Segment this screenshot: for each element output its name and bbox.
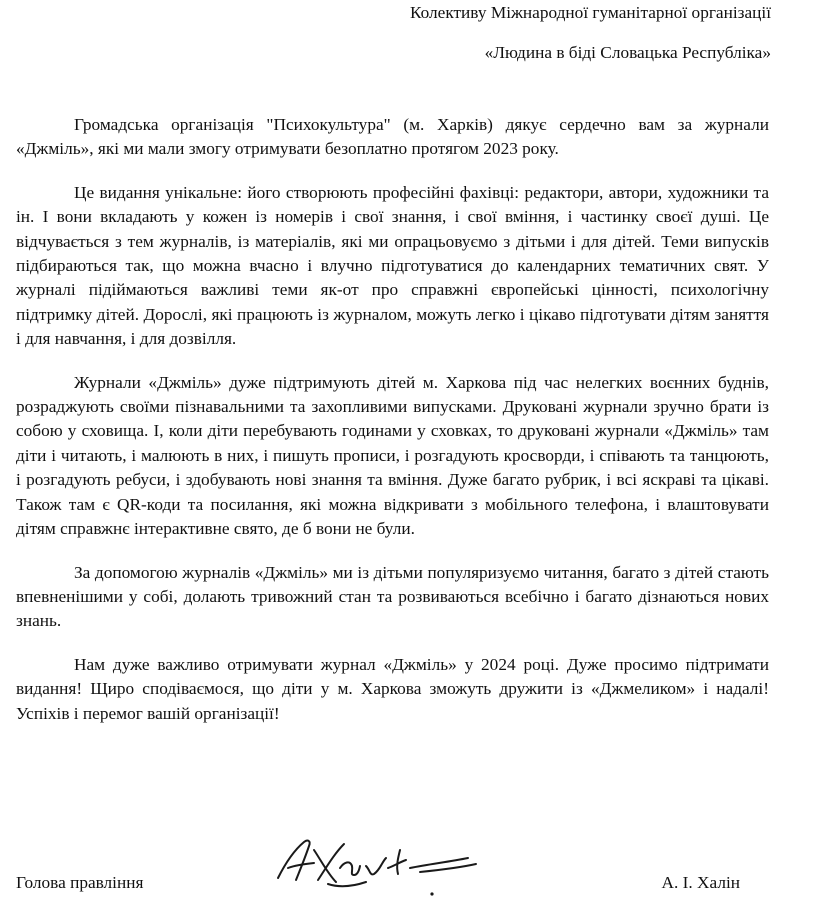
signatory-name: А. І. Халін: [661, 873, 740, 892]
signatory-position: Голова правління: [16, 873, 144, 892]
handwritten-signature: [270, 822, 485, 900]
paragraph-reading-popularization: За допомогою журналів «Джміль» ми із дітьми популяризуємо читання, багато з дітей стають впевненішими у собі, долають тривожний стан та розвиваються всебічно і багато дізнаються нових знань.: [16, 562, 769, 631]
paragraph-unique-edition: Це видання унікальне: його створюють професійні фахівці: редактори, автори, художники та ін. І вони вкладають у кожен із номерів і свої знання, і свої вміння, і частинку своєї душі. Це відчувається з тем журналів, із матеріалів, які ми опрацьовуємо з дітьми і для дітей. Теми випусків підбираються так, що можна вчасно і влучно підготуватися до календарних тематичних свят. У журналі підіймаються важливі теми як-от про справжні європейські цінності, психологічну підтримку дітей. Дорослі, які працюють із журналом, можуть легко і цікаво підготувати дітям заняття і для навчання, і для дозвілля.: [16, 182, 769, 349]
paragraph-wartime-support: Журнали «Джміль» дуже підтримують дітей м. Харкова під час нелегких воєнних буднів, розраджують своїми пізнавальними та захопливими випусками. Друковані журнали зручно брати із собою у сховища. І, коли діти перебувають годинами у сховках, то друковані журнали «Джміль» там діти і читають, і малюють в них, і пишуть прописи, і розгадують кросворди, і співають та танцюють, і розгадують ребуси, і здобувають нові знання та вміння. Дуже багато рубрик, і всі яскраві та цікаві. Також там є QR-коди та посилання, які можна відкривати з мобільного телефона, і влаштовувати дітям справжнє інтерактивне свято, де б вони не були.: [16, 372, 769, 539]
addressee-line-1: Колективу Міжнародної гуманітарної організації: [409, 3, 771, 22]
letter-body: [16, 113, 769, 745]
paragraph-gratitude: Громадська організація "Психокультура" (м. Харків) дякує сердечно вам за журнали «Джміль», які ми мали змогу отримувати безоплатно протягом 2023 року.: [16, 115, 769, 159]
addressee-line-2: «Людина в біді Словацька Республіка»: [484, 43, 771, 62]
paragraph-request: Нам дуже важливо отримувати журнал «Джміль» у 2024 році. Дуже просимо підтримати видання! Щиро сподіваємося, що діти у м. Харкова зможуть дружити із «Джмеликом» і надалі! Успіхів і перемог вашій організації!: [16, 654, 769, 723]
